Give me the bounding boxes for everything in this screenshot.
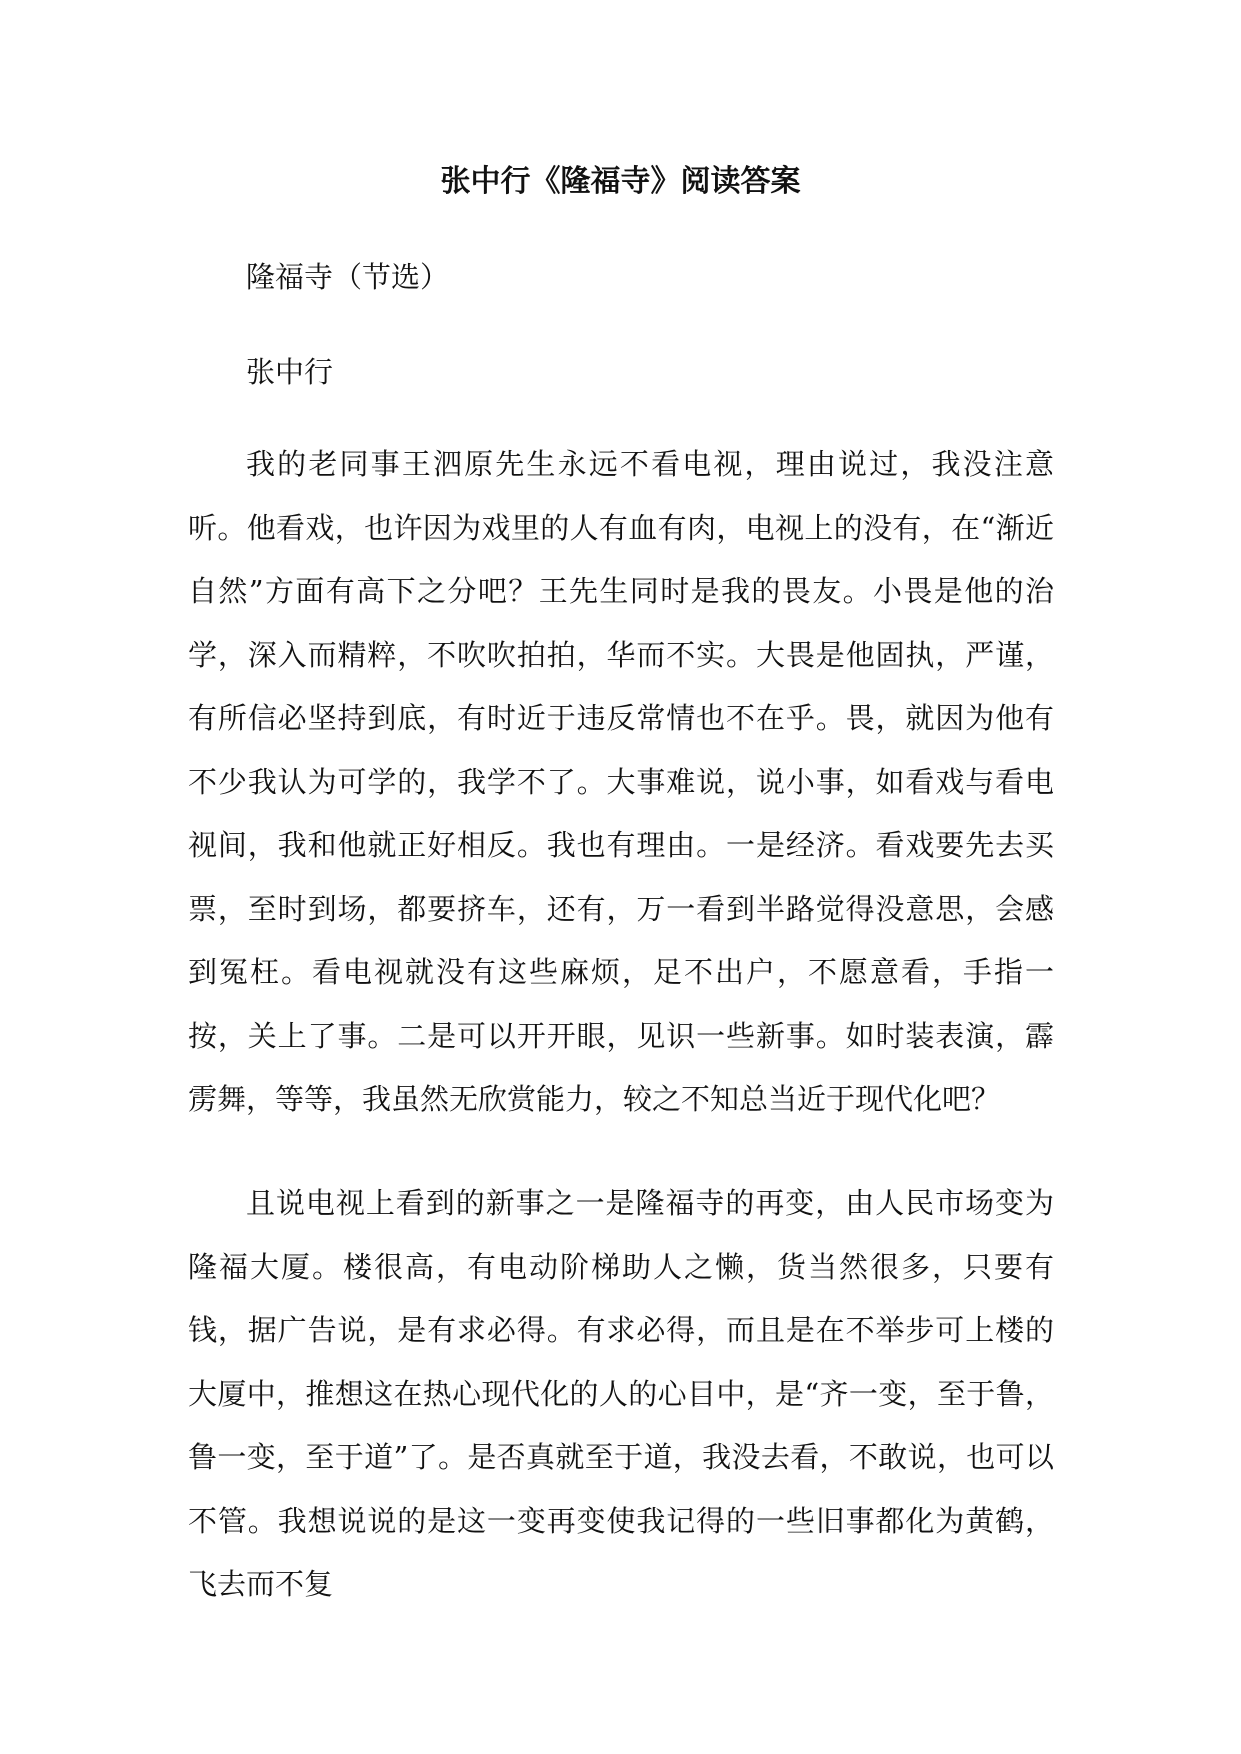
article-title: 隆福寺（节选） bbox=[246, 260, 450, 294]
article-author: 张中行 bbox=[246, 355, 334, 389]
page-title: 张中行《隆福寺》阅读答案 bbox=[440, 164, 801, 199]
body-paragraph-2: 且说电视上看到的新事之一是隆福寺的再变，由人民市场变为隆福大厦。楼很高，有电动阶梯助人之懒，货当然很多，只要有钱，据广告说，是有求必得。有求必得，而且是在不举步可上楼的大厦中，推想这在热心现代化的人的心目中，是“齐一变，至于鲁，鲁一变，至于道”了。是否真就至于道，我没去看，不敢说，也可以不管。我想说说的是这一变再变使我记得的一些旧事都化为黄鹤，飞去而不复 bbox=[188, 1186, 1054, 1601]
body-paragraph-1: 我的老同事王泗原先生永远不看电视，理由说过，我没注意听。他看戏，也许因为戏里的人有血有肉，电视上的没有，在“渐近自然”方面有高下之分吧？王先生同时是我的畏友。小畏是他的治学，深入而精粹，不吹吹拍拍，华而不实。大畏是他固执，严谨，有所信必坚持到底，有时近于违反常情也不在乎。畏，就因为他有不少我认为可学的，我学不了。大事难说，说小事，如看戏与看电视间，我和他就正好相反。我也有理由。一是经济。看戏要先去买票，至时到场，都要挤车，还有，万一看到半路觉得没意思，会感到冤枉。看电视就没有这些麻烦，足不出户，不愿意看，手指一按，关上了事。二是可以开开眼，见识一些新事。如时装表演，霹雳舞，等等，我虽然无欣赏能力，较之不知总当近于现代化吧？ bbox=[188, 447, 1054, 1116]
